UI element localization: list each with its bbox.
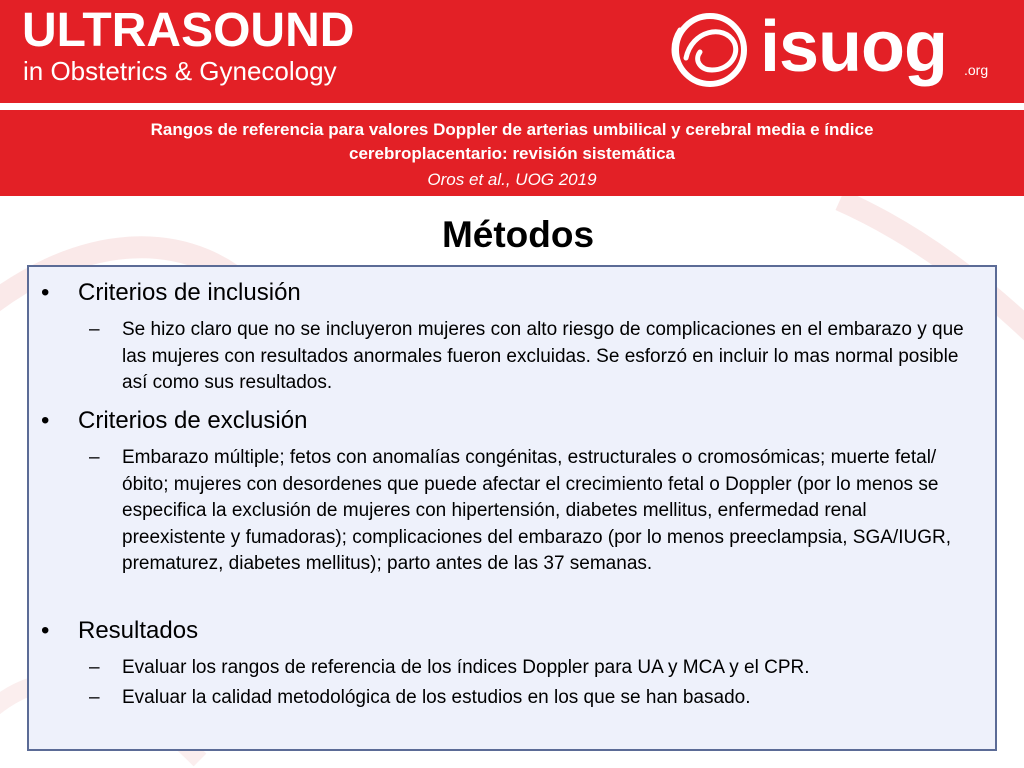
methods-content-box (27, 265, 997, 751)
bullet-dot: • (41, 617, 50, 644)
bullet-label: Criterios de inclusión (78, 279, 301, 306)
article-banner (0, 110, 1024, 196)
sub-dash: – (89, 319, 100, 340)
bullet-dot: • (41, 407, 50, 434)
bullet-label: Criterios de exclusión (78, 407, 308, 434)
isuog-emblem-icon (668, 8, 756, 92)
article-citation: Oros et al., UOG 2019 (427, 170, 597, 189)
journal-header (0, 0, 1024, 103)
isuog-org-suffix: .org (964, 62, 989, 78)
isuog-logo (668, 6, 1008, 96)
isuog-wordmark: isuog (760, 7, 947, 87)
journal-subtitle: in Obstetrics & Gynecology (23, 56, 337, 86)
sub-item-text: Evaluar la calidad metodológica de los estudios en los que se han basado. (122, 687, 751, 708)
sub-dash: – (89, 657, 100, 678)
sub-dash: – (89, 687, 100, 708)
article-title: Rangos de referencia para valores Doppler de arterias umbilical y cerebral media e índice cerebroplacentario: revisión sistemática (150, 120, 874, 163)
bullet-dot: • (41, 279, 50, 306)
sub-item-text: Embarazo múltiple; fetos con anomalías congénitas, estructurales o cromosómicas; muerte fetal/óbito; mujeres con desordenes que puede afectar el crecimiento fetal o Doppler (por lo menos se especifica la exclusión de mujeres con hipertensión, diabetes mellitus, enfermedad renal preexistente y fumadoras); complicaciones del embarazo (por lo menos preeclampsia, SGA/IUGR, prematurez, diabetes mellitus); parto antes de las 37 semanas. (122, 447, 951, 574)
bullet-label: Resultados (78, 617, 199, 644)
sub-item-text: Evaluar los rangos de referencia de los índices Doppler para UA y MCA y el CPR. (122, 657, 810, 678)
journal-title: ULTRASOUND (22, 4, 355, 57)
sub-item-text: Se hizo claro que no se incluyeron mujeres con alto riesgo de complicaciones en el embarazo y que las mujeres con resultados anormales fueron excluidas. Se esforzó en incluir lo mas normal posible así como sus resultados. (122, 319, 964, 393)
sub-dash: – (89, 447, 100, 468)
section-heading: Métodos (441, 214, 595, 255)
